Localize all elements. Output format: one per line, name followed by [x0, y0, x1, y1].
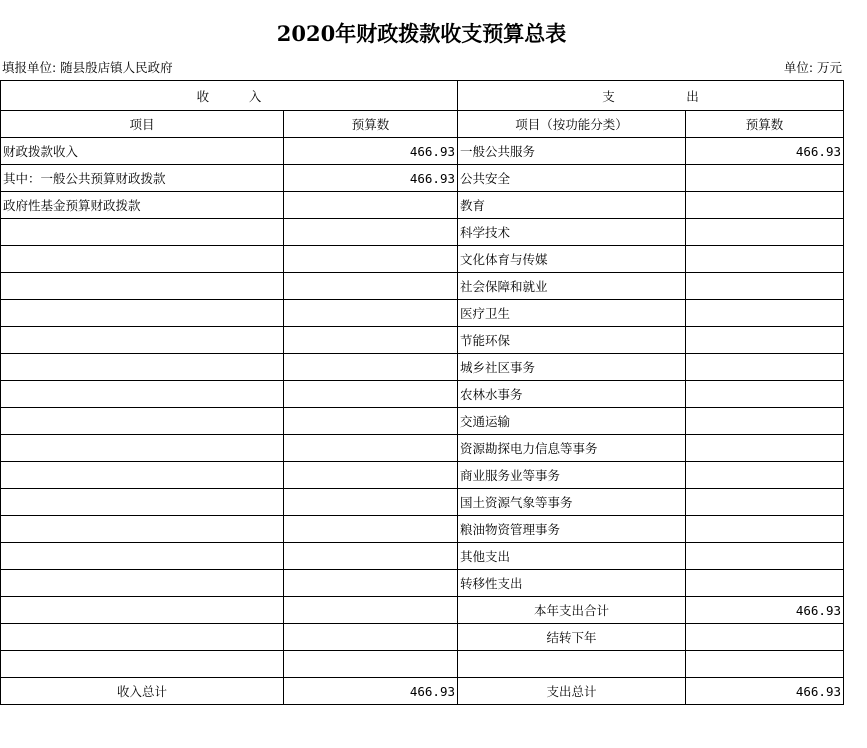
expense-amount-cell: [686, 192, 844, 219]
expense-item-cell: 交通运输: [458, 408, 686, 435]
table-row: [1, 489, 844, 516]
income-item-cell: [1, 273, 284, 300]
expense-item-cell: 节能环保: [458, 327, 686, 354]
table-row: [1, 516, 844, 543]
income-amount-cell: [284, 462, 458, 489]
expense-amount-cell: [686, 246, 844, 273]
income-item-cell: [1, 354, 284, 381]
expense-amount-cell: [686, 624, 844, 651]
income-amount-cell: [284, 651, 458, 678]
expense-item-cell: 教育: [458, 192, 686, 219]
table-row: [1, 597, 844, 624]
income-item-cell: [1, 435, 284, 462]
expense-amount-cell: [686, 381, 844, 408]
income-item-cell: [1, 408, 284, 435]
expense-item-cell: 农林水事务: [458, 381, 686, 408]
income-amount-cell: [284, 624, 458, 651]
table-row: [1, 165, 844, 192]
expense-item-header: 项目（按功能分类）: [458, 111, 686, 138]
table-row: [1, 246, 844, 273]
income-item-cell: [1, 246, 284, 273]
expense-section-header: 支 出: [458, 81, 844, 111]
expense-item-cell: 公共安全: [458, 165, 686, 192]
table-row: [1, 273, 844, 300]
expense-amount-cell: [686, 273, 844, 300]
expense-amount-cell: [686, 300, 844, 327]
table-row: [1, 543, 844, 570]
income-amount-cell: [284, 570, 458, 597]
income-amount-cell: [284, 543, 458, 570]
income-item-cell: 政府性基金预算财政拨款: [1, 192, 284, 219]
income-amount-cell: [284, 219, 458, 246]
expense-amount-cell: [686, 651, 844, 678]
expense-amount-header: 预算数: [686, 111, 844, 138]
income-item-cell: [1, 381, 284, 408]
expense-item-cell: 社会保障和就业: [458, 273, 686, 300]
income-item-cell: [1, 516, 284, 543]
expense-amount-cell: [686, 462, 844, 489]
income-item-cell: [1, 570, 284, 597]
table-row: [1, 300, 844, 327]
income-amount-cell: [284, 192, 458, 219]
expense-item-cell: 商业服务业等事务: [458, 462, 686, 489]
income-section-header: 收 入: [1, 81, 458, 111]
expense-item-cell: 一般公共服务: [458, 138, 686, 165]
expense-amount-cell: [686, 543, 844, 570]
expense-item-cell: 其他支出: [458, 543, 686, 570]
table-row: [1, 381, 844, 408]
expense-amount-cell: [686, 219, 844, 246]
income-amount-cell: [284, 273, 458, 300]
expense-amount-cell: [686, 435, 844, 462]
income-amount-cell: [284, 435, 458, 462]
table-row: [1, 192, 844, 219]
income-amount-cell: [284, 381, 458, 408]
income-item-header: 项目: [1, 111, 284, 138]
expense-amount-cell: [686, 516, 844, 543]
expense-amount-cell: [686, 489, 844, 516]
expense-amount-cell: [686, 165, 844, 192]
fill-unit-label: 填报单位: 随县殷店镇人民政府: [2, 60, 173, 75]
income-amount-cell: [284, 354, 458, 381]
page-title: 2020年财政拨款收支预算总表: [276, 21, 567, 46]
income-amount-cell: [284, 597, 458, 624]
expense-total-label: 支出总计: [458, 678, 686, 705]
expense-item-cell: 资源勘探电力信息等事务: [458, 435, 686, 462]
expense-item-cell: 文化体育与传媒: [458, 246, 686, 273]
expense-item-cell: 科学技术: [458, 219, 686, 246]
table-row: [1, 435, 844, 462]
totals-row: [1, 678, 844, 705]
income-amount-cell: 466.93: [284, 138, 458, 165]
expense-item-cell: 城乡社区事务: [458, 354, 686, 381]
expense-item-cell: 本年支出合计: [458, 597, 686, 624]
expense-item-cell: 转移性支出: [458, 570, 686, 597]
expense-amount-cell: [686, 408, 844, 435]
income-item-cell: [1, 327, 284, 354]
expense-item-cell: 粮油物资管理事务: [458, 516, 686, 543]
expense-amount-cell: 466.93: [686, 138, 844, 165]
table-row: [1, 651, 844, 678]
section-header-row: [1, 81, 844, 111]
income-item-cell: [1, 219, 284, 246]
expense-item-cell: 国土资源气象等事务: [458, 489, 686, 516]
income-item-cell: 其中：一般公共预算财政拨款: [1, 165, 284, 192]
income-amount-cell: [284, 327, 458, 354]
income-item-cell: [1, 597, 284, 624]
table-row: [1, 408, 844, 435]
expense-item-cell: 医疗卫生: [458, 300, 686, 327]
table-row: [1, 624, 844, 651]
income-amount-cell: [284, 489, 458, 516]
income-total-label: 收入总计: [1, 678, 284, 705]
income-amount-cell: [284, 246, 458, 273]
expense-amount-cell: [686, 354, 844, 381]
column-header-row: [1, 111, 844, 138]
income-amount-header: 预算数: [284, 111, 458, 138]
income-total-amount: 466.93: [284, 678, 458, 705]
income-amount-cell: 466.93: [284, 165, 458, 192]
table-row: [1, 327, 844, 354]
income-item-cell: [1, 624, 284, 651]
expense-amount-cell: [686, 327, 844, 354]
income-item-cell: [1, 462, 284, 489]
income-item-cell: [1, 651, 284, 678]
income-item-cell: [1, 489, 284, 516]
income-amount-cell: [284, 516, 458, 543]
table-row: [1, 354, 844, 381]
income-amount-cell: [284, 300, 458, 327]
table-row: [1, 570, 844, 597]
table-row: [1, 462, 844, 489]
expense-total-amount: 466.93: [686, 678, 844, 705]
income-item-cell: 财政拨款收入: [1, 138, 284, 165]
income-amount-cell: [284, 408, 458, 435]
unit-label: 单位: 万元: [783, 60, 842, 75]
income-item-cell: [1, 300, 284, 327]
income-item-cell: [1, 543, 284, 570]
table-row: [1, 138, 844, 165]
budget-table: [0, 80, 844, 705]
expense-amount-cell: [686, 570, 844, 597]
expense-amount-cell: 466.93: [686, 597, 844, 624]
table-row: [1, 219, 844, 246]
expense-item-cell: [458, 651, 686, 678]
expense-item-cell: 结转下年: [458, 624, 686, 651]
